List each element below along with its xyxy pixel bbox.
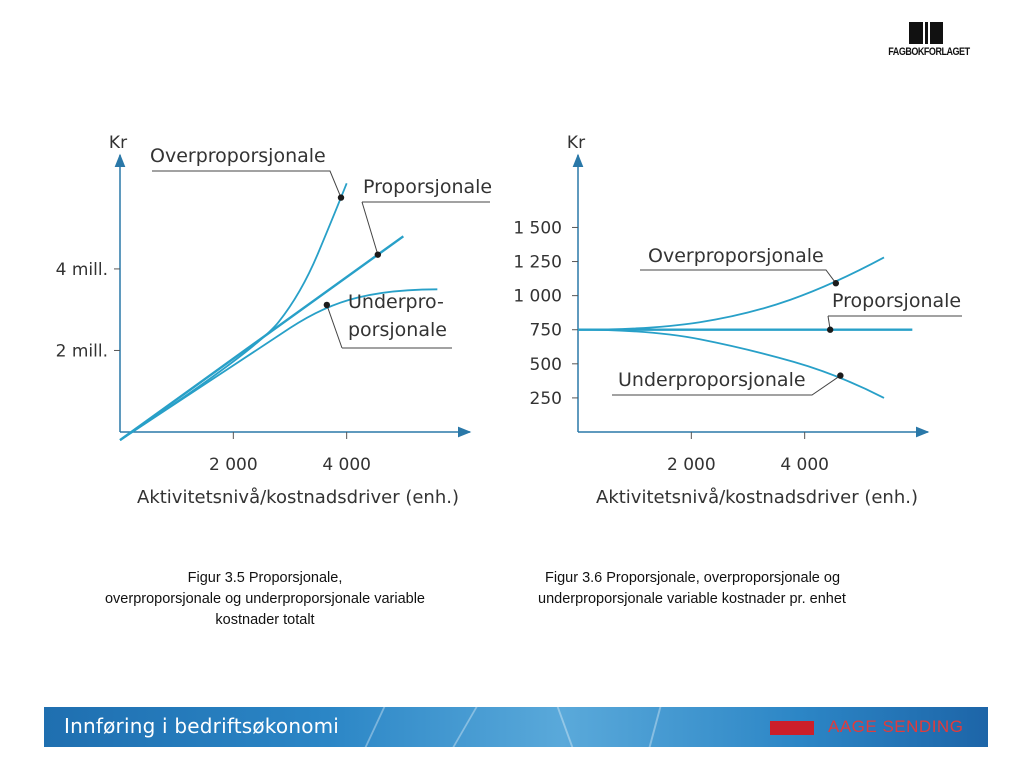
series-line-overproporsjonale — [120, 183, 347, 440]
x-axis-title: Aktivitetsnivå/kostnadsdriver (enh.) — [137, 487, 459, 508]
label-dot — [324, 302, 330, 308]
chart-total-costs — [56, 133, 492, 508]
footer-banner — [44, 707, 988, 747]
y-tick-label: 2 mill. — [55, 341, 108, 362]
label-dot — [827, 327, 833, 333]
y-tick-label: 4 mill. — [55, 259, 108, 280]
caption-line: Figur 3.6 Proporsjonale, overproporsjonale og — [545, 570, 841, 586]
label-dot — [375, 251, 381, 257]
leader-line — [327, 305, 342, 348]
series-label-underproporsjonale: Underpro- — [348, 291, 444, 313]
footer-author: AAGE SENDING — [828, 717, 964, 736]
caption-line: underproporsjonale variable kostnader pr. enhet — [538, 591, 846, 607]
series-label-overproporsjonale: Overproporsjonale — [648, 245, 824, 267]
figure-caption-3-5 — [60, 568, 470, 631]
label-dot — [837, 372, 843, 378]
x-tick-label: 2 000 — [666, 455, 716, 475]
label-dot — [338, 194, 344, 200]
y-tick-label: 500 — [529, 354, 562, 375]
y-axis-label: Kr — [108, 133, 128, 153]
leader-line — [640, 270, 836, 283]
x-tick-label: 2 000 — [208, 455, 258, 475]
x-tick-label: 4 000 — [322, 455, 372, 475]
series-label-proporsjonale: Proporsjonale — [832, 290, 962, 312]
leader-line — [152, 171, 341, 198]
series-label-overproporsjonale: Overproporsjonale — [150, 145, 326, 167]
footer-book-title: Innføring i bedriftsøkonomi — [64, 714, 340, 738]
chart-unit-costs — [513, 133, 962, 508]
series-label-underproporsjonale: Underproporsjonale — [618, 369, 806, 391]
y-tick-label: 750 — [529, 320, 562, 341]
caption-line: Figur 3.5 Proporsjonale, — [187, 570, 343, 586]
y-tick-label: 250 — [529, 388, 562, 409]
series-label-underproporsjonale: porsjonale — [348, 319, 447, 341]
publisher-name: FAGBOKFORLAGET — [888, 46, 970, 58]
caption-line: overproporsjonale og underproporsjonale variable — [104, 591, 425, 607]
leader-line — [362, 202, 378, 255]
y-tick-label: 1 000 — [513, 286, 562, 307]
caption-line: kostnader totalt — [215, 612, 315, 628]
x-tick-label: 4 000 — [780, 455, 830, 475]
x-axis-title: Aktivitetsnivå/kostnadsdriver (enh.) — [596, 487, 918, 508]
y-tick-label: 1 250 — [513, 252, 562, 273]
series-label-proporsjonale: Proporsjonale — [363, 176, 493, 198]
y-axis-label: Kr — [566, 133, 586, 153]
y-tick-label: 1 500 — [513, 218, 562, 239]
figure-caption-3-6 — [520, 568, 950, 610]
label-dot — [833, 280, 839, 286]
brand-red-bar — [770, 721, 814, 735]
